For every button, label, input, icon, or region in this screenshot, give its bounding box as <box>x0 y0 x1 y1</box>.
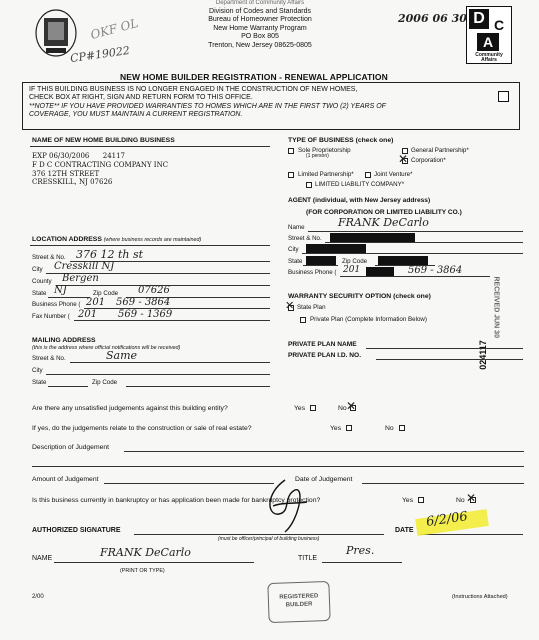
general-label: General Partnership* <box>411 147 469 154</box>
bankrupt-yes-checkbox[interactable] <box>418 497 424 503</box>
mailing-city-label: City <box>32 367 43 374</box>
joint-checkbox[interactable] <box>365 172 371 178</box>
location-county-label: County <box>32 278 52 285</box>
pobox-line: PO Box 805 <box>241 33 279 41</box>
state-plan-label: State Plan <box>297 304 326 311</box>
q1-yes-checkbox[interactable] <box>310 405 316 411</box>
private-plan-label: Private Plan (Complete Information Below) <box>310 316 427 323</box>
private-plan-name-label: PRIVATE PLAN NAME <box>288 341 357 348</box>
handwritten-note-2: CP#19022 <box>69 43 131 66</box>
agent-phone-label: Business Phone ( <box>288 269 337 276</box>
agent-heading: AGENT (individual, with New Jersey address) <box>288 197 431 204</box>
form-revision: 2/00 <box>32 594 44 600</box>
printed-name-value: FRANK DeCarlo <box>100 546 191 559</box>
registered-builder-stamp <box>267 581 330 623</box>
q2-yes-checkbox[interactable] <box>346 425 352 431</box>
redaction-agent-zip <box>378 256 428 265</box>
notice-line-1: IF THIS BUILDING BUSINESS IS NO LONGER ENGAGED IN THE CONSTRUCTION OF NEW HOMES, <box>29 86 358 93</box>
name-label: NAME <box>32 555 53 562</box>
judgement-question: Are there any unsatisfied judgements against this building entity? <box>32 405 228 412</box>
location-fax-label: Fax Number ( <box>32 313 70 320</box>
judgement-amount-label: Amount of Judgement <box>32 476 99 483</box>
q1-no-check-mark: ✕ <box>346 399 357 413</box>
bankrupt-yes-label: Yes <box>402 497 414 504</box>
location-street-value: 376 12 th st <box>76 248 144 261</box>
location-phone-area: 201 <box>86 297 106 308</box>
date-value: 6/2/06 <box>425 509 469 530</box>
location-street-label: Street & No. <box>32 254 66 261</box>
handwritten-date: 2006 06 30 <box>398 12 467 25</box>
form-title: NEW HOME BUILDER REGISTRATION - RENEWAL APPLICATION <box>120 72 388 82</box>
bankruptcy-question: Is this business currently in bankruptcy or has application been made for bankruptcy protection? <box>32 497 321 504</box>
program-line: New Home Warranty Program <box>213 24 307 32</box>
location-city-label: City <box>32 266 43 273</box>
business-street: 376 12TH STREET <box>32 169 100 178</box>
notice-line-4: COVERAGE, YOU MUST MAINTAIN A CURRENT REGISTRATION. <box>29 111 243 119</box>
q2-no-label: No <box>385 425 394 432</box>
sole-sub: (1 person) <box>306 153 329 160</box>
state-plan-check-mark: ✕ <box>285 299 295 312</box>
mailing-street-label: Street & No. <box>32 355 66 362</box>
title-label: TITLE <box>298 555 318 562</box>
q1-no-label: No <box>338 405 347 412</box>
handwritten-note-1: OKF OL <box>89 15 140 43</box>
signature-label: AUTHORIZED SIGNATURE <box>32 527 121 534</box>
judgement-relate-question: If yes, do the judgements relate to the construction or sale of real estate? <box>32 425 252 432</box>
city-line: Trenton, New Jersey 08625-0805 <box>208 41 312 49</box>
instructions-note: (Instructions Attached) <box>452 594 508 600</box>
llc-label: LIMITED LIABILITY COMPANY* <box>315 181 405 188</box>
notice-line-2: CHECK BOX AT RIGHT, SIGN AND RETURN FORM TO THIS OFFICE. <box>29 94 253 102</box>
agent-subheading: (FOR CORPORATION OR LIMITED LIABILITY CO.) <box>306 209 462 216</box>
location-city-value: Cresskill NJ <box>54 261 115 272</box>
dca-logo: D C A Community Affairs <box>466 6 512 64</box>
no-longer-engaged-checkbox[interactable] <box>498 91 509 102</box>
business-name: F D C CONTRACTING COMPANY INC <box>32 160 169 169</box>
signature-sub: (must be officer/principal of building business) <box>218 536 320 542</box>
division-line: Division of Codes and Standards <box>209 8 311 15</box>
expiration: EXP 06/30/2006 <box>32 152 90 160</box>
sole-checkbox[interactable] <box>288 148 294 154</box>
agent-name-label: Name <box>288 224 305 231</box>
warranty-heading: WARRANTY SECURITY OPTION (check one) <box>288 293 431 300</box>
redaction-agent-phone <box>366 267 394 276</box>
name-heading: NAME OF NEW HOME BUILDING BUSINESS <box>32 137 175 144</box>
limited-checkbox[interactable] <box>288 172 294 178</box>
redaction-agent-city <box>306 244 366 253</box>
agent-street-label: Street & No. <box>288 235 322 242</box>
received-stamp <box>486 268 508 388</box>
corporation-check-mark: ✕ <box>398 152 409 166</box>
location-heading-note: (where business records are maintained) <box>103 237 202 243</box>
mailing-zip-label: Zip Code <box>92 379 118 386</box>
limited-label: Limited Partnership* <box>298 171 354 178</box>
sole-label: Sole Proprietorship <box>298 147 351 154</box>
bankrupt-no-label: No <box>456 497 465 504</box>
location-phone-value: 569 - 3864 <box>116 297 171 308</box>
corporation-label: Corporation* <box>411 157 446 164</box>
redaction-agent-street <box>330 233 415 242</box>
business-city: CRESSKILL, NJ 07626 <box>32 178 113 187</box>
redaction-agent-state <box>306 256 336 265</box>
bankrupt-no-check-mark: ✕ <box>466 491 477 505</box>
title-value: Pres. <box>346 544 375 557</box>
agent-phone-area: 201 <box>343 265 361 275</box>
location-fax-area: 201 <box>78 309 98 320</box>
received-number: 024117 <box>477 340 488 370</box>
location-zip-value: 07626 <box>138 285 170 296</box>
location-zip-label: Zip Code <box>93 290 119 297</box>
bureau-line: Bureau of Homeowner Protection <box>208 16 312 24</box>
joint-label: Joint Venture* <box>374 171 413 178</box>
print-note: (PRINT OR TYPE) <box>120 568 165 574</box>
location-state-label: State <box>32 290 47 297</box>
mailing-note: (this is the address where official notifications will be received) <box>32 345 181 351</box>
authorized-signature-image <box>255 476 315 536</box>
state-seal <box>34 8 78 58</box>
mailing-heading: MAILING ADDRESS <box>32 337 96 344</box>
logo-text: Community Affairs <box>475 52 503 63</box>
notice-line-3: **NOTE** IF YOU HAVE PROVIDED WARRANTIES TO HOMES WHICH ARE IN THE FIRST TWO (2) YEARS OF <box>29 102 386 110</box>
registered-builder-stamp-text: REGISTERED BUILDER <box>279 593 319 609</box>
location-heading: LOCATION ADDRESS <box>32 236 102 243</box>
q2-no-checkbox[interactable] <box>399 425 405 431</box>
private-plan-id-label: PRIVATE PLAN I.D. NO. <box>288 352 362 359</box>
notice-box <box>22 82 520 130</box>
agent-state-label: State <box>288 258 303 265</box>
llc-checkbox[interactable] <box>306 182 312 188</box>
q2-yes-label: Yes <box>330 425 342 432</box>
location-county-value: Bergen <box>62 273 99 284</box>
location-phone-label: Business Phone ( <box>32 301 81 308</box>
private-plan-checkbox[interactable] <box>300 317 306 323</box>
mailing-state-label: State <box>32 379 47 386</box>
mailing-street-value: Same <box>106 349 138 362</box>
registration-number: 24117 <box>102 152 126 160</box>
agent-name-value: FRANK DeCarlo <box>338 216 429 229</box>
agent-zip-label: Zip Code <box>342 258 368 265</box>
location-state-value: NJ <box>54 285 67 296</box>
agent-phone-value: 569 - 3864 <box>408 265 463 276</box>
dept-line: Department of Community Affairs <box>215 0 305 6</box>
received-stamp-text: RECEIVED JUN 30 <box>492 276 500 338</box>
location-fax-value: 569 - 1369 <box>118 309 173 320</box>
judgement-description-label: Description of Judgement <box>32 444 110 451</box>
type-heading: TYPE OF BUSINESS (check one) <box>288 137 394 144</box>
agent-city-label: City <box>288 246 299 253</box>
date-label: DATE <box>395 527 414 534</box>
judgement-date-label: Date of Judgement <box>295 476 353 483</box>
q1-yes-label: Yes <box>294 405 306 412</box>
